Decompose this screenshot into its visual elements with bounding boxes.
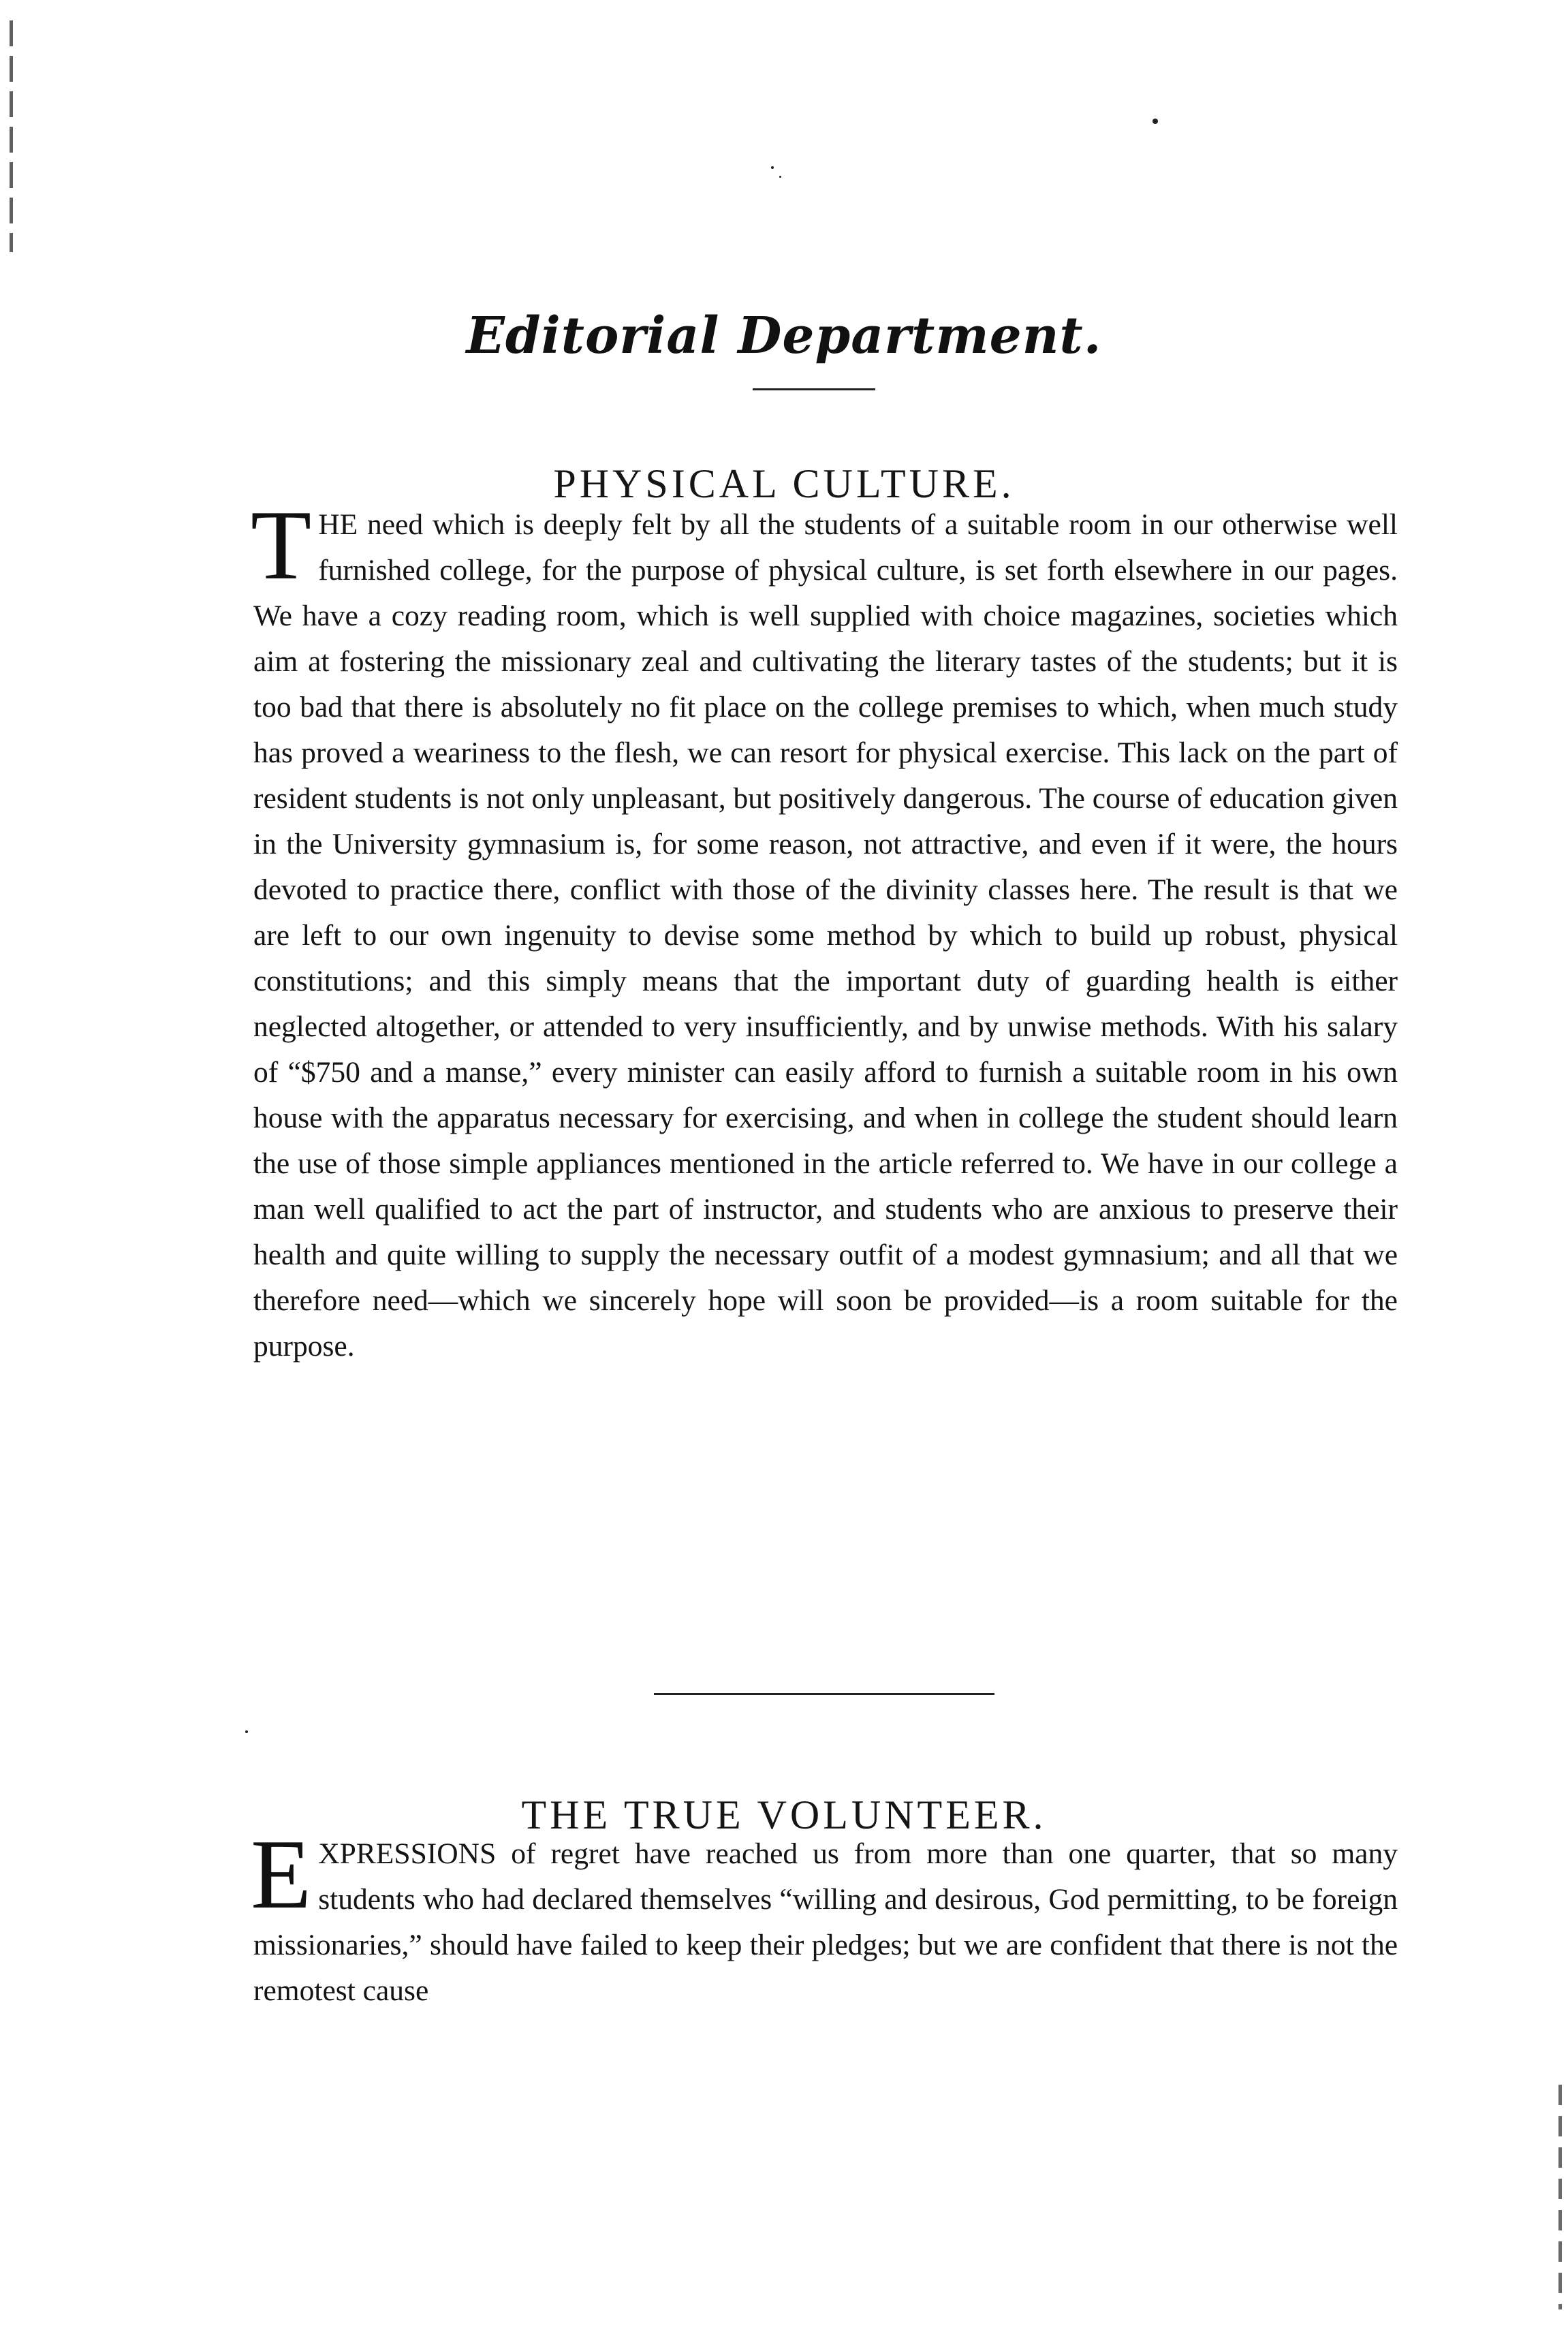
masthead-rule bbox=[753, 388, 875, 390]
scan-edge-artifact-left bbox=[10, 20, 13, 252]
scan-speck bbox=[779, 176, 781, 178]
section-title-true-volunteer: THE TRUE VOLUNTEER. bbox=[521, 1792, 1047, 1837]
masthead-title: Editorial Department. bbox=[466, 306, 1102, 365]
scan-speck bbox=[245, 1730, 248, 1733]
drop-cap: E bbox=[251, 1819, 312, 1929]
section-title-physical-culture: PHYSICAL CULTURE. bbox=[553, 461, 1015, 506]
paragraph-text: HE need which is deeply felt by all the students of a suitable room in our otherwise well furnished college, for the purpose of physical culture, is set forth elsewhere in our pages. We have a cozy reading room, which is well supplied with choice magazines, societies which aim at fostering the missionary zeal and cultivating the literary tastes of the students; but it is too bad that there is absolutely no fit place on the college premises to which, when much study has proved a weariness to the flesh, we can resort for physical exercise. This lack on the part of resident students is not only unpleasant, but positively dangerous. The course of education given in the University gymnasium is, for some reason, not attractive, and even if it were, the hours devoted to practice there, conflict with those of the divinity classes here. The result is that we are left to our own ingenuity to devise some method by which to build up robust, physical constitutions; and this simply means that the important duty of guarding health is either neglected altogether, or attended to very insufficiently, and by unwise methods. With his salary of “$750 and a manse,” every minister can easily afford to furnish a suitable room in his own house with the apparatus necessary for exercising, and when in college the student should learn the use of those simple appliances mentioned in the article referred to. We have in our college a man well qualified to act the part of instructor, and students who are anxious to preserve their health and quite willing to supply the necessary outfit of a modest gymnasium; and all that we therefore need—which we sincerely hope will soon be provided—is a room suitable for the purpose. bbox=[253, 508, 1398, 1363]
paragraph-text: XPRESSIONS of regret have reached us from more than one quarter, that so many students who had declared themselves “willing and desirous, God permitting, to be foreign missionaries,” should have failed to keep their pledges; but we are confident that there is not the remotest cause bbox=[253, 1837, 1398, 2007]
section-body-true-volunteer bbox=[251, 1819, 1398, 2014]
scan-edge-artifact-right bbox=[1558, 2085, 1562, 2309]
scan-speck bbox=[771, 166, 774, 169]
scan-speck bbox=[1153, 119, 1158, 124]
section-body-physical-culture bbox=[251, 490, 1398, 1369]
section-divider-rule bbox=[654, 1693, 994, 1695]
drop-cap: T bbox=[251, 490, 312, 600]
